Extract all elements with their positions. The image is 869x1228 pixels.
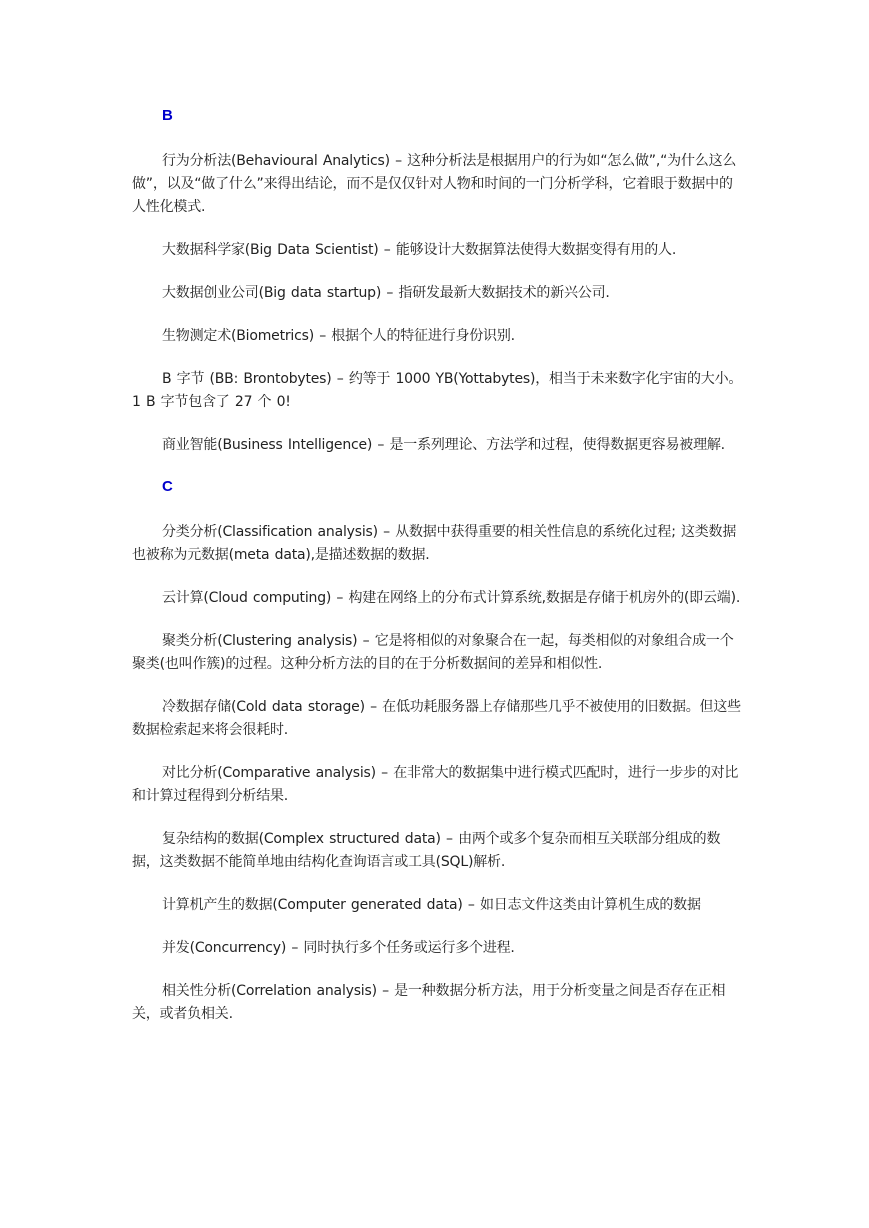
glossary-entry-correlation-analysis: 相关性分析(Correlation analysis) – 是一种数据分析方法，用于分析变量之间是否存在正相关，或者负相关. — [132, 983, 726, 1022]
glossary-entry-brontobytes: B 字节 (BB: Brontobytes) – 约等于 1000 YB(Yottabytes)，相当于未来数字化宇宙的大小。1 B 字节包含了 27 个 0! — [132, 371, 743, 410]
glossary-entry-concurrency: 并发(Concurrency) – 同时执行多个任务或运行多个进程. — [162, 940, 515, 956]
glossary-entry-biometrics: 生物测定术(Biometrics) – 根据个人的特征进行身份识别. — [162, 328, 515, 344]
glossary-entry-behavioural-analytics: 行为分析法(Behavioural Analytics) – 这种分析法是根据用户的行为如“怎么做”,“为什么这么做”，以及“做了什么”来得出结论，而不是仅仅针对人物和时间的一门分析学科，它着眼于数据中的人性化模式. — [132, 153, 737, 215]
glossary-entry-big-data-startup: 大数据创业公司(Big data startup) – 指研发最新大数据技术的新兴公司. — [162, 285, 610, 301]
section-heading-c: C — [162, 478, 173, 495]
glossary-entry-clustering-analysis: 聚类分析(Clustering analysis) – 它是将相似的对象聚合在一起，每类相似的对象组合成一个聚类(也叫作簇)的过程。这种分析方法的目的在于分析数据间的差异和相似性. — [132, 633, 734, 672]
glossary-entry-computer-generated-data: 计算机产生的数据(Computer generated data) – 如日志文件这类由计算机生成的数据 — [162, 897, 701, 913]
glossary-entry-cold-data-storage: 冷数据存储(Cold data storage) – 在低功耗服务器上存储那些几乎不被使用的旧数据。但这些数据检索起来将会很耗时. — [132, 699, 741, 738]
glossary-entry-classification-analysis: 分类分析(Classification analysis) – 从数据中获得重要的相关性信息的系统化过程; 这类数据也被称为元数据(meta data),是描述数据的数据. — [132, 524, 737, 563]
glossary-entry-comparative-analysis: 对比分析(Comparative analysis) – 在非常大的数据集中进行模式匹配时，进行一步步的对比和计算过程得到分析结果. — [132, 765, 739, 804]
glossary-entry-business-intelligence: 商业智能(Business Intelligence) – 是一系列理论、方法学和过程，使得数据更容易被理解. — [162, 437, 725, 453]
glossary-page — [132, 106, 746, 1046]
glossary-entry-big-data-scientist: 大数据科学家(Big Data Scientist) – 能够设计大数据算法使得大数据变得有用的人. — [162, 242, 677, 258]
glossary-entry-cloud-computing: 云计算(Cloud computing) – 构建在网络上的分布式计算系统,数据是存储于机房外的(即云端). — [162, 590, 741, 606]
glossary-entry-complex-structured-data: 复杂结构的数据(Complex structured data) – 由两个或多个复杂而相互关联部分组成的数据，这类数据不能简单地由结构化查询语言或工具(SQL)解析. — [132, 831, 721, 870]
section-heading-b: B — [162, 107, 173, 124]
